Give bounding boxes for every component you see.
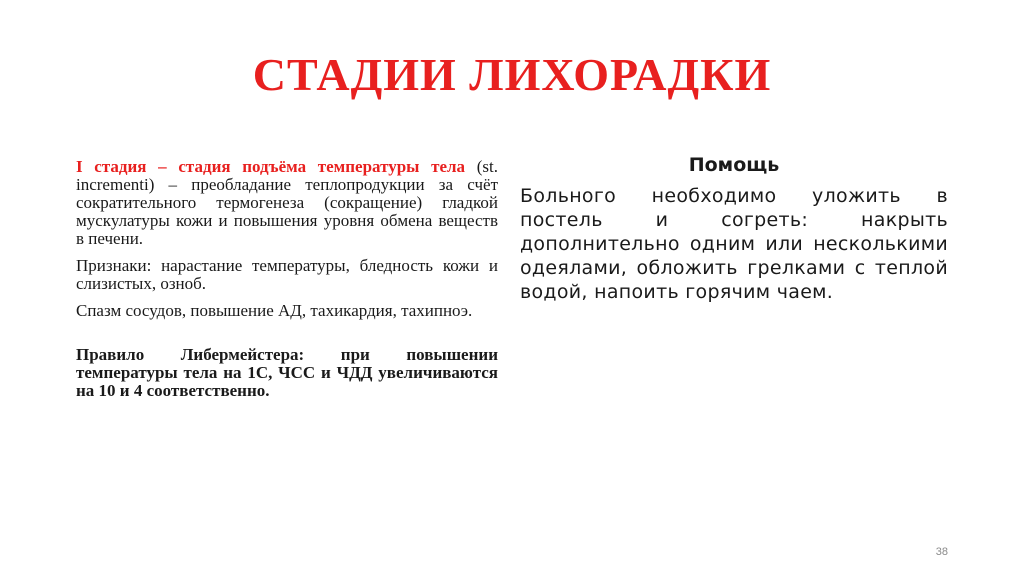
left-column — [76, 158, 498, 409]
spasm-paragraph: Спазм сосудов, повышение АД, тахикардия, тахипноэ. — [76, 301, 473, 320]
stage-description: (st. incrementi) – преобладание теплопродукции за счёт сократительного термогенеза (сокращение) гладкой мускулатуры кожи и повышения уровня обмена веществ в печени. — [76, 157, 498, 248]
stage-paragraph — [76, 158, 498, 248]
page-number: 38 — [935, 546, 948, 558]
help-title: Помощь — [688, 154, 780, 176]
signs-paragraph: Признаки: нарастание температуры, бледность кожи и слизистых, озноб. — [76, 256, 498, 293]
help-text: Больного необходимо уложить в постель и согреть: накрыть дополнительно одним или несколькими одеялами, обложить грелками с теплой водой, напоить горячим чаем. — [520, 185, 948, 303]
stage-name: I стадия – стадия подъёма температуры тела — [76, 157, 466, 176]
slide-title: СТАДИИ ЛИХОРАДКИ — [252, 49, 772, 100]
liebermeister-rule: Правило Либермейстера: при повышении температуры тела на 1С, ЧСС и ЧДД увеличиваются на 10 и 4 соответственно. — [76, 345, 498, 400]
right-column — [520, 154, 948, 304]
